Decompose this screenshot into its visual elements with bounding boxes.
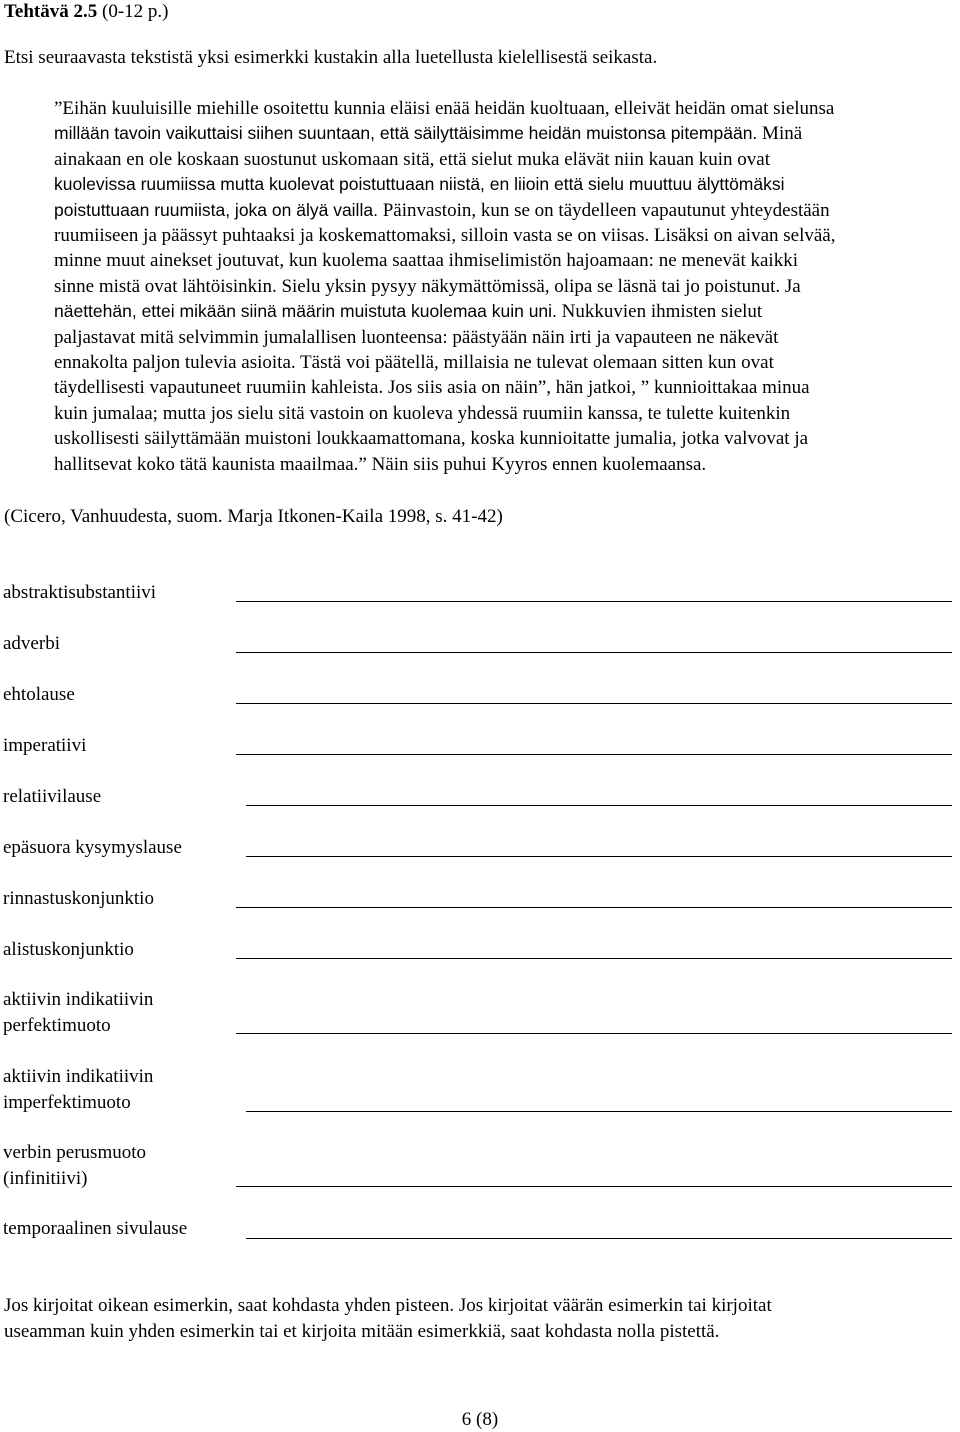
- answer-blank[interactable]: [236, 1033, 952, 1034]
- passage-line: ennakolta paljon tulevia asioita. Tästä voi päätellä, millaisia ne tulevat olemaan sitten kun ovat: [54, 352, 774, 374]
- answer-blank[interactable]: [236, 958, 952, 959]
- answer-blank[interactable]: [246, 805, 952, 806]
- passage-line: hallitsevat koko tätä kaunista maailmaa.” Näin siis puhui Kyyros ennen kuolemaansa.: [54, 453, 707, 475]
- answer-label: imperatiivi: [3, 735, 87, 756]
- task-instruction: Etsi seuraavasta tekstistä yksi esimerkki kustakin alla luetellusta kielellisestä seikasta.: [4, 47, 658, 68]
- passage-line: ruumiiseen ja päässyt puhtaaksi ja koskemattomaksi, silloin vasta se on viisas. Lisäksi on aivan selvää,: [54, 225, 836, 247]
- answer-label: temporaalinen sivulause: [3, 1218, 188, 1239]
- answer-label-continued: (infinitiivi): [3, 1168, 88, 1189]
- passage-line: poistuttuaan ruumiista, joka on älyä vailla. Päinvastoin, kun se on täydelleen vapautunut yhteydestään: [54, 199, 830, 221]
- answer-label-continued: perfektimuoto: [3, 1015, 111, 1036]
- answer-blank[interactable]: [236, 703, 952, 704]
- passage-line: ”Eihän kuuluisille miehille osoitettu kunnia eläisi enää heidän kuoltuaan, elleivät heidän omat sielunsa: [54, 98, 835, 119]
- answer-label: adverbi: [3, 633, 60, 654]
- answer-blank[interactable]: [246, 1238, 952, 1239]
- passage-line: minne muut ainekset joutuvat, kun kuolema saattaa ihmiselimistön hajoamaan: ne menevät kaikki: [54, 250, 798, 272]
- passage-line: uskollisesti säilyttämään muistoni loukkaamattomana, koska kunnioitatte jumalia, jotka valvovat ja: [54, 428, 809, 450]
- answer-blank[interactable]: [246, 856, 952, 857]
- answer-label: ehtolause: [3, 684, 75, 705]
- passage-line: millään tavoin vaikuttaisi siihen suuntaan, että säilyttäisimme heidän muistonsa pitempään. Minä: [54, 123, 803, 145]
- answer-label: aktiivin indikatiivin: [3, 989, 154, 1010]
- passage-line: paljastavat mitä selvimmin jumalallisen luonteensa: päästyään näin irti ja vapauteen ne näkevät: [54, 326, 779, 348]
- task-title: Tehtävä 2.5: [4, 1, 98, 22]
- passage-line: kuin jumalaa; mutta jos sielu sitä vastoin on kuoleva yhdessä ruumiin kanssa, te tulette kuitenkin: [54, 402, 791, 424]
- answer-blank[interactable]: [236, 754, 952, 755]
- scoring-note: [4, 1293, 944, 1345]
- answer-blank[interactable]: [236, 601, 952, 602]
- answer-label-continued: imperfektimuoto: [3, 1092, 131, 1113]
- source-citation: (Cicero, Vanhuudesta, suom. Marja Itkonen-Kaila 1998, s. 41-42): [4, 506, 503, 527]
- answer-label: relatiivilause: [3, 786, 102, 807]
- answer-label: verbin perusmuoto: [3, 1142, 147, 1163]
- passage-line: täydellisesti vapautuneet ruumiin kahleista. Jos siis asia on näin”, hän jatkoi, ” kunnioittakaa minua: [54, 377, 810, 399]
- answer-label: alistuskonjunktio: [3, 939, 134, 960]
- answer-blank[interactable]: [236, 907, 952, 908]
- passage-line: sinne mistä ovat lähtöisinkin. Sielu yksin pysyy näkymättömissä, olipa se läsnä tai jo poistunut. Ja: [54, 275, 801, 297]
- scoring-note-line: useamman kuin yhden esimerkin tai et kirjoita mitään esimerkkiä, saat kohdasta nolla pistettä.: [4, 1321, 720, 1342]
- passage-line: näettehän, ettei mikään siinä määrin muistuta kuolemaa kuin uni. Nukkuvien ihmisten sielut: [54, 301, 763, 323]
- passage-line: kuolevissa ruumiissa mutta kuolevat poistuttuaan niistä, en liioin että sielu muuttuu älyttömäksi: [54, 174, 785, 195]
- answer-blank[interactable]: [236, 652, 952, 653]
- answer-label: aktiivin indikatiivin: [3, 1066, 154, 1087]
- scoring-note-line: Jos kirjoitat oikean esimerkin, saat kohdasta yhden pisteen. Jos kirjoitat väärän esimerkin tai kirjoitat: [4, 1295, 772, 1316]
- answer-label: abstraktisubstantiivi: [3, 582, 157, 603]
- answer-label: rinnastuskonjunktio: [3, 888, 154, 909]
- answer-blank[interactable]: [236, 1186, 952, 1187]
- answer-blank[interactable]: [246, 1111, 952, 1112]
- page-number: 6 (8): [461, 1409, 499, 1430]
- answer-label: epäsuora kysymyslause: [3, 837, 182, 858]
- passage-line: ainakaan en ole koskaan suostunut uskomaan sitä, että sielut muka elävät niin kauan kuin ovat: [54, 148, 771, 170]
- task-points: (0-12 p.): [97, 1, 169, 22]
